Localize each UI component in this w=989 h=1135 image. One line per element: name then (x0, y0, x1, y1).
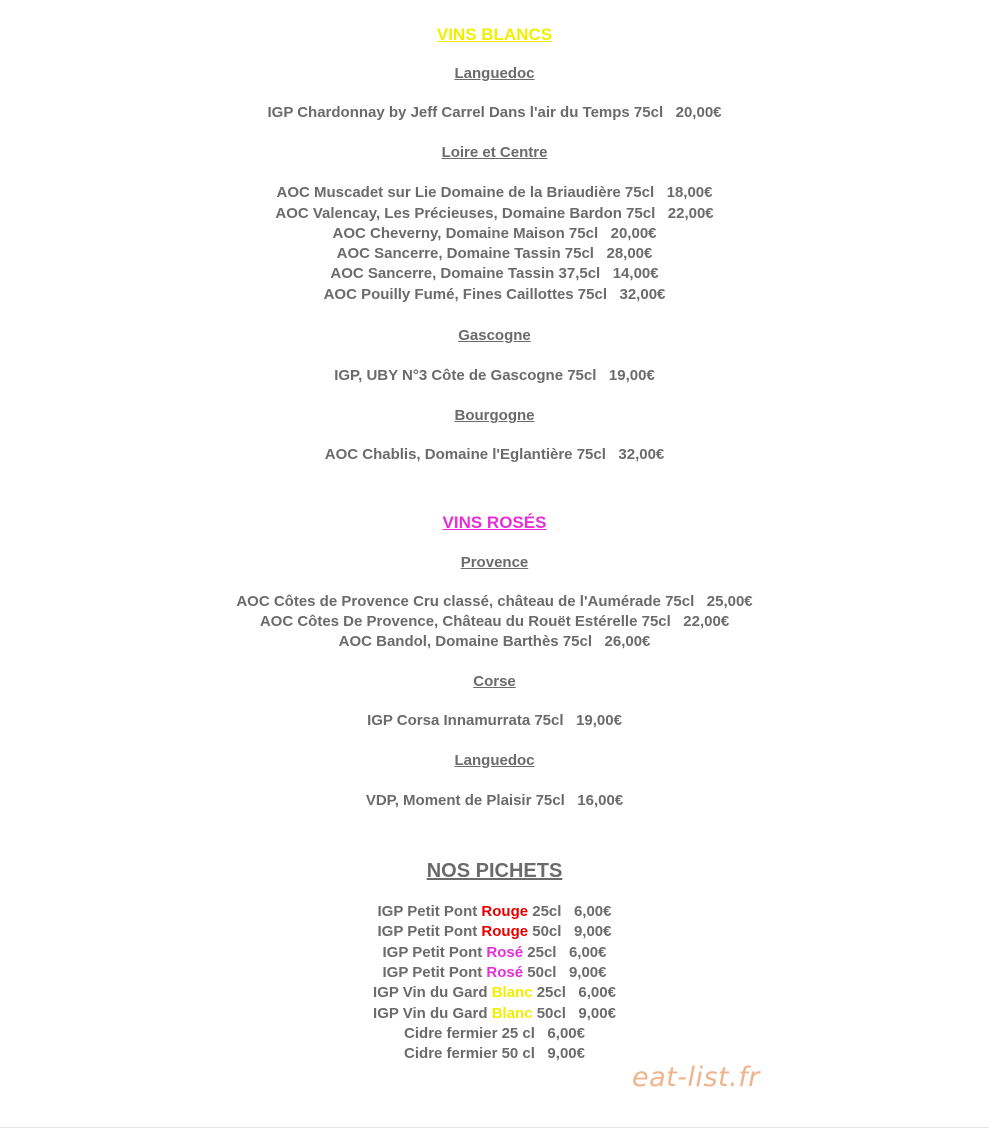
pichet-item-text: 25cl 6,00€ (528, 903, 612, 921)
region-corse: Corse (473, 672, 516, 690)
wine-item: AOC Pouilly Fumé, Fines Caillottes 75cl 32,00€ (323, 285, 666, 303)
section-title-vins-blancs: VINS BLANCS (436, 25, 553, 44)
region-languedoc-roses: Languedoc (454, 751, 535, 769)
pichet-color-rouge: Rouge (481, 923, 529, 941)
pichets-list (0, 902, 989, 1064)
wine-item: AOC Côtes De Provence, Château du Rouët Estérelle 75cl 22,00€ (259, 612, 730, 630)
pichet-item-text: 25cl 6,00€ (532, 984, 616, 1002)
region-gascogne: Gascogne (458, 327, 531, 345)
pichet-item (0, 963, 989, 983)
pichet-item (0, 902, 989, 922)
wine-item: AOC Valencay, Les Précieuses, Domaine Bardon 75cl 22,00€ (275, 204, 714, 222)
wine-item: AOC Bandol, Domaine Barthès 75cl 26,00€ (338, 633, 651, 651)
wine-item: AOC Sancerre, Domaine Tassin 37,5cl 14,00€ (330, 265, 659, 283)
pichet-item-text: IGP Petit Pont (382, 964, 487, 982)
pichet-item (0, 1044, 989, 1064)
watermark-logo: eat-list.fr (632, 1062, 760, 1093)
pichet-color-blanc: Blanc (491, 984, 533, 1002)
pichet-item-text: IGP Petit Pont (377, 903, 482, 921)
pichet-item (0, 983, 989, 1003)
pichet-item (0, 1004, 989, 1024)
wine-item: IGP Chardonnay by Jeff Carrel Dans l'air du Temps 75cl 20,00€ (267, 104, 722, 121)
region-loire-centre: Loire et Centre (441, 144, 548, 162)
wine-item: AOC Sancerre, Domaine Tassin 75cl 28,00€ (336, 245, 653, 263)
wine-item: IGP, UBY N°3 Côte de Gascogne 75cl 19,00€ (334, 367, 655, 385)
region-provence: Provence (460, 553, 529, 571)
section-title-vins-roses: VINS ROSÉS (442, 512, 547, 532)
pichet-item (0, 943, 989, 963)
pichet-item-text: 50cl 9,00€ (532, 1004, 616, 1022)
wine-item: VDP, Moment de Plaisir 75cl 16,00€ (365, 791, 624, 809)
pichet-item-text: IGP Vin du Gard (373, 984, 492, 1002)
pichet-item (0, 1024, 989, 1044)
pichet-item (0, 922, 989, 942)
pichet-color-rose: Rosé (486, 964, 524, 982)
pichet-item-text: IGP Petit Pont (382, 943, 487, 961)
pichet-item-text: IGP Petit Pont (377, 923, 482, 941)
pichet-color-blanc: Blanc (491, 1004, 533, 1022)
pichet-color-rose: Rosé (486, 943, 524, 961)
section-title-nos-pichets: NOS PICHETS (426, 860, 563, 883)
pichet-item-text: 25cl 6,00€ (523, 943, 607, 961)
region-languedoc-blancs: Languedoc (454, 65, 535, 82)
pichet-item-text: Cidre fermier 25 cl 6,00€ (404, 1024, 585, 1042)
wine-item: AOC Côtes de Provence Cru classé, château de l'Aumérade 75cl 25,00€ (236, 592, 753, 610)
wine-item: AOC Chablis, Domaine l'Eglantière 75cl 32,00€ (324, 446, 665, 464)
pichet-item-text: 50cl 9,00€ (528, 923, 612, 941)
pichet-item-text: 50cl 9,00€ (523, 964, 607, 982)
pichet-item-text: IGP Vin du Gard (373, 1004, 492, 1022)
region-bourgogne: Bourgogne (454, 407, 535, 425)
divider (0, 1127, 989, 1128)
wine-item: IGP Corsa Innamurrata 75cl 19,00€ (367, 711, 622, 729)
pichet-color-rouge: Rouge (481, 903, 529, 921)
wine-item: AOC Muscadet sur Lie Domaine de la Briaudière 75cl 18,00€ (276, 184, 713, 202)
wine-item: AOC Cheverny, Domaine Maison 75cl 20,00€ (332, 224, 657, 242)
pichet-item-text: Cidre fermier 50 cl 9,00€ (404, 1045, 585, 1063)
